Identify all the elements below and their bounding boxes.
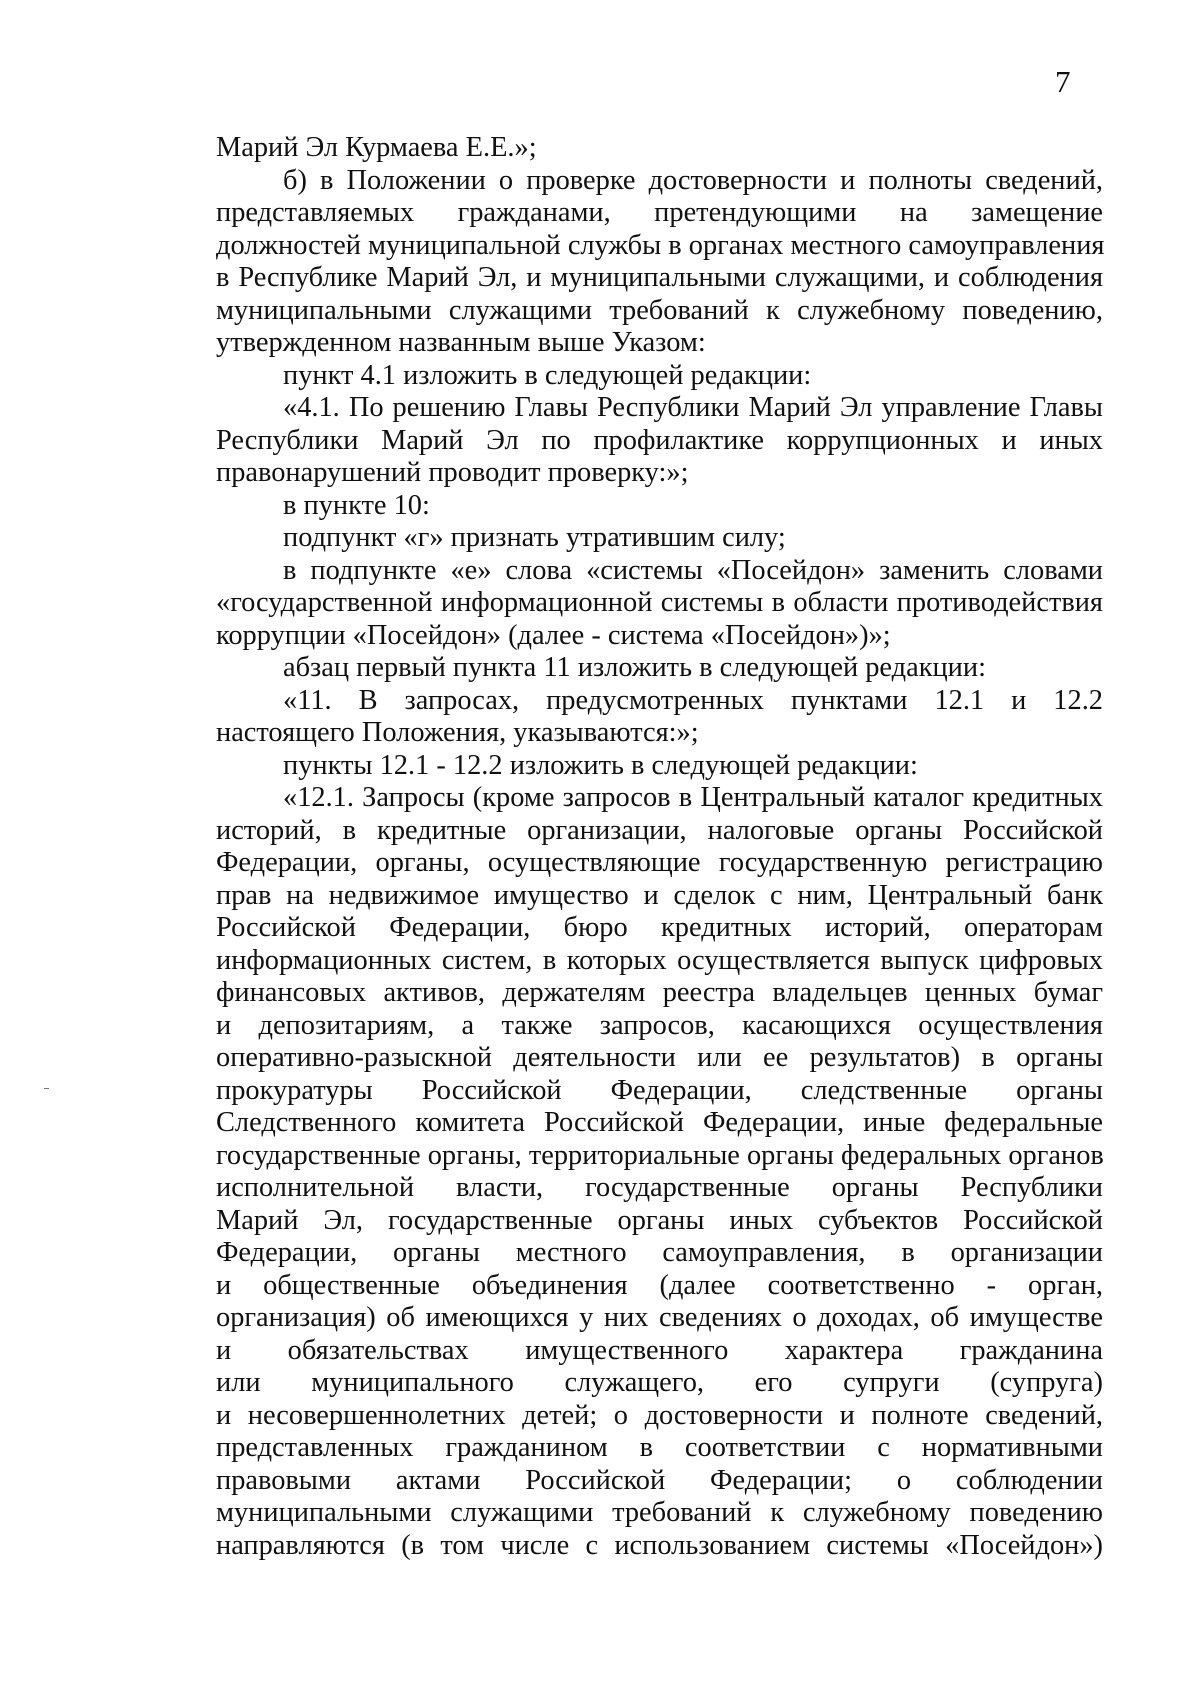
- text-line: представленных гражданином в соответствии с нормативными: [216, 1432, 1103, 1463]
- text-line: Марий Эл, государственные органы иных субъектов Российской: [216, 1204, 1103, 1236]
- text-line: правовыми актами Российской Федерации; о соблюдении: [216, 1464, 1103, 1496]
- text-line: информационных систем, в которых осуществляется выпуск цифровых: [216, 944, 1103, 976]
- text-line: «4.1. По решению Главы Республики Марий Эл управление Главы: [283, 392, 1103, 423]
- text-line: в Республике Марий Эл, и муниципальными служащими, и соблюдения: [216, 262, 1103, 293]
- text-line: прав на недвижимое имущество и сделок с ним, Центральный банк: [216, 879, 1103, 911]
- text-line: Следственного комитета Российской Федерации, иные федеральные: [216, 1107, 1103, 1138]
- text-line: правонарушений проводит проверку:»;: [216, 457, 689, 488]
- text-line: Российской Федерации, бюро кредитных историй, операторам: [216, 912, 1103, 943]
- text-line: направляются (в том числе с использованием системы «Посейдон»): [216, 1529, 1103, 1561]
- text-line: настоящего Положения, указываются:»;: [216, 717, 699, 748]
- text-line: б) в Положении о проверке достоверности и полноты сведений,: [283, 164, 1103, 196]
- text-line: и несовершеннолетних детей; о достоверности и полноте сведений,: [216, 1399, 1103, 1431]
- document-body: [216, 132, 1103, 1562]
- text-line: пункт 4.1 изложить в следующей редакции:: [283, 359, 812, 391]
- text-line: Марий Эл Курмаева Е.Е.»;: [216, 132, 537, 163]
- text-line: должностей муниципальной службы в органах местного самоуправления: [216, 229, 1105, 261]
- text-line: или муниципального служащего, его супруги (супруга): [216, 1367, 1103, 1398]
- text-line: в подпункте «е» слова «системы «Посейдон» заменить словами: [283, 554, 1103, 586]
- text-line: коррупции «Посейдон» (далее - система «Посейдон»)»;: [216, 619, 891, 651]
- text-line: оперативно-разыскной деятельности или ее результатов) в органы: [216, 1042, 1103, 1073]
- text-line: Федерации, органы местного самоуправления, в организации: [216, 1237, 1103, 1268]
- text-line: государственные органы, территориальные органы федеральных органов: [216, 1139, 1104, 1171]
- text-line: и обязательствах имущественного характера гражданина: [216, 1334, 1103, 1366]
- text-line: абзац первый пункта 11 изложить в следующей редакции:: [283, 652, 986, 683]
- text-line: Федерации, органы, осуществляющие государственную регистрацию: [216, 847, 1103, 878]
- text-line: представляемых гражданами, претендующими на замещение: [216, 197, 1103, 228]
- text-line: и депозитариям, а также запросов, касающихся осуществления: [216, 1009, 1103, 1041]
- text-line: и общественные объединения (далее соответственно - орган,: [216, 1269, 1103, 1301]
- text-line: подпункт «г» признать утратившим силу;: [283, 522, 786, 553]
- page-number: 7: [1055, 64, 1071, 99]
- text-line: утвержденном названным выше Указом:: [216, 327, 706, 358]
- text-line: «государственной информационной системы в области противодействия: [216, 587, 1103, 618]
- text-line: прокуратуры Российской Федерации, следственные органы: [216, 1074, 1103, 1106]
- text-line: Республики Марий Эл по профилактике коррупционных и иных: [216, 424, 1103, 456]
- scan-edge-mark: [44, 1088, 49, 1089]
- text-line: историй, в кредитные организации, налоговые органы Российской: [216, 814, 1103, 846]
- text-line: пункты 12.1 - 12.2 изложить в следующей редакции:: [283, 749, 918, 781]
- text-line: «11. В запросах, предусмотренных пунктами 12.1 и 12.2: [283, 684, 1103, 716]
- text-line: исполнительной власти, государственные органы Республики: [216, 1172, 1103, 1203]
- text-line: муниципальными служащими требований к служебному поведению,: [216, 294, 1103, 326]
- text-line: организация) об имеющихся у них сведениях о доходах, об имуществе: [216, 1302, 1103, 1333]
- text-line: муниципальными служащими требований к служебному поведению: [216, 1497, 1103, 1528]
- text-line: в пункте 10:: [283, 489, 430, 521]
- text-line: финансовых активов, держателям реестра владельцев ценных бумаг: [216, 977, 1103, 1008]
- text-line: «12.1. Запросы (кроме запросов в Центральный каталог кредитных: [283, 782, 1103, 813]
